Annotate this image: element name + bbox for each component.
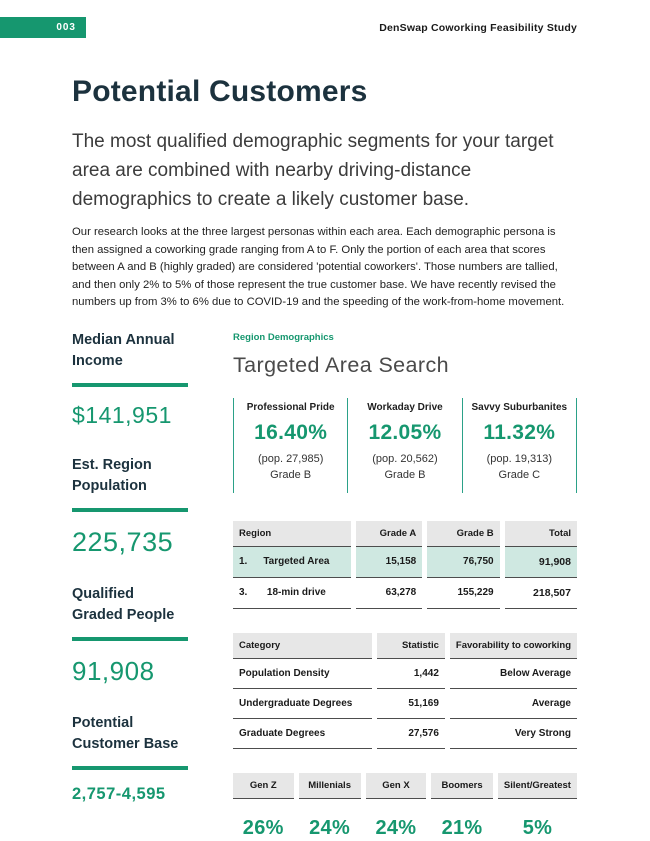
category-cell: Undergraduate Degrees [233, 689, 372, 719]
stat-median-income [72, 330, 188, 429]
persona-card-professional-pride [233, 398, 347, 493]
category-cell: Population Density [233, 659, 372, 689]
stat-value: 225,735 [72, 526, 174, 557]
table-row-population-density [233, 659, 577, 689]
generation-value: 5% [522, 816, 553, 839]
statistic-cell: 27,576 [377, 719, 445, 749]
column-header: Grade B [427, 521, 499, 547]
persona-grade: Grade B [270, 468, 312, 481]
column-header: Grade A [356, 521, 422, 547]
region-table-wrapper [228, 521, 582, 609]
persona-name: Savvy Suburbanites [471, 401, 568, 413]
category-table [228, 633, 582, 749]
favorability-cell: Below Average [450, 659, 577, 689]
persona-name: Professional Pride [246, 401, 335, 413]
document-title: DenSwap Coworking Feasibility Study [379, 21, 577, 34]
persona-population: (pop. 19,313) [486, 452, 553, 465]
column-header: Boomers [431, 773, 493, 799]
column-header: Category [233, 633, 372, 659]
generation-value: 24% [309, 816, 351, 839]
table-row-18-min-drive [233, 578, 577, 609]
stat-underline [72, 508, 188, 512]
column-header: Gen X [366, 773, 427, 799]
column-header: Total [505, 521, 577, 547]
region-name: 18-min drive [266, 587, 326, 598]
stats-sidebar [72, 330, 188, 830]
persona-percentage: 16.40% [254, 420, 328, 444]
column-header: Millenials [299, 773, 361, 799]
persona-grade: Grade C [498, 468, 541, 481]
page-title: Potential Customers [72, 75, 368, 108]
column-header: Statistic [377, 633, 445, 659]
column-header: Silent/Greatest [498, 773, 577, 799]
grade-a-cell: 63,278 [356, 578, 422, 609]
total-cell: 91,908 [505, 547, 577, 578]
page-header [0, 17, 577, 38]
generation-value: 21% [441, 816, 483, 839]
persona-percentage: 12.05% [368, 420, 442, 444]
favorability-cell: Average [450, 689, 577, 719]
main-content [72, 75, 577, 841]
persona-name: Workaday Drive [367, 401, 443, 413]
region-index: 3. [239, 587, 248, 598]
total-cell: 218,507 [505, 578, 577, 609]
section-heading: Targeted Area Search [233, 352, 449, 377]
persona-card-savvy-suburbanites [462, 398, 577, 493]
grade-a-cell: 15,158 [356, 547, 422, 578]
stat-region-population [72, 455, 188, 558]
persona-cards [233, 398, 577, 493]
generations-table [228, 773, 582, 841]
category-table-wrapper [228, 633, 582, 749]
table-row-targeted-area [233, 547, 577, 578]
favorability-cell: Very Strong [450, 719, 577, 749]
region-name: Targeted Area [263, 556, 330, 567]
body-text: Our research looks at the three largest personas within each area. Each demographic persona is then assigned a coworking grade ranging from A to F. Only the portion of each area that scores between A and B (highly graded) are considered 'potential coworkers'. Those numbers are tallied, and then only 2% to 5% of those represent the true customer base. We have recently revised the numbers up from 3% to 6% due to COVID-19 and the speeding of the work-from-home movement. [72, 226, 565, 308]
statistic-cell: 51,169 [377, 689, 445, 719]
region-cell [233, 547, 351, 578]
table-header-row [233, 521, 577, 547]
stat-value: 2,757-4,595 [72, 784, 166, 803]
table-row-graduate-degrees [233, 719, 577, 749]
page-number-chip: 003 [0, 17, 86, 38]
region-cell [233, 578, 351, 609]
section-eyebrow: Region Demographics [233, 331, 334, 343]
generation-value: 26% [242, 816, 284, 839]
region-index: 1. [239, 556, 248, 567]
region-table [228, 521, 582, 609]
persona-percentage: 11.32% [483, 420, 556, 444]
persona-population: (pop. 20,562) [372, 452, 438, 465]
stat-underline [72, 637, 188, 641]
region-demographics-section [233, 330, 577, 841]
stat-qualified-graded [72, 584, 188, 687]
stat-label: Est. Region Population [72, 456, 152, 494]
table-header-row [233, 633, 577, 659]
table-header-row [233, 773, 577, 799]
stat-value: 91,908 [72, 655, 155, 686]
category-cell: Graduate Degrees [233, 719, 372, 749]
persona-card-workaday-drive [347, 398, 461, 493]
column-header: Gen Z [233, 773, 294, 799]
generations-table-wrapper [228, 773, 582, 841]
grade-b-cell: 76,750 [427, 547, 499, 578]
stat-customer-base [72, 713, 188, 804]
generation-value: 24% [375, 816, 417, 839]
column-header: Region [233, 521, 351, 547]
persona-grade: Grade B [384, 468, 426, 481]
stat-value: $141,951 [72, 401, 172, 428]
persona-population: (pop. 27,985) [257, 452, 324, 465]
stat-underline [72, 383, 188, 387]
generation-values-row [233, 799, 577, 841]
statistic-cell: 1,442 [377, 659, 445, 689]
table-row-undergraduate-degrees [233, 689, 577, 719]
stat-label: Qualified Graded People [72, 585, 175, 623]
lede-text: The most qualified demographic segments for your target area are combined with nearby driving-distance demographics to create a likely customer base. [72, 131, 554, 210]
grade-b-cell: 155,229 [427, 578, 499, 609]
stat-underline [72, 766, 188, 770]
stat-label: Potential Customer Base [72, 714, 179, 752]
content-columns [72, 330, 577, 841]
column-header: Favorability to coworking [450, 633, 577, 659]
stat-label: Median Annual Income [72, 331, 175, 369]
